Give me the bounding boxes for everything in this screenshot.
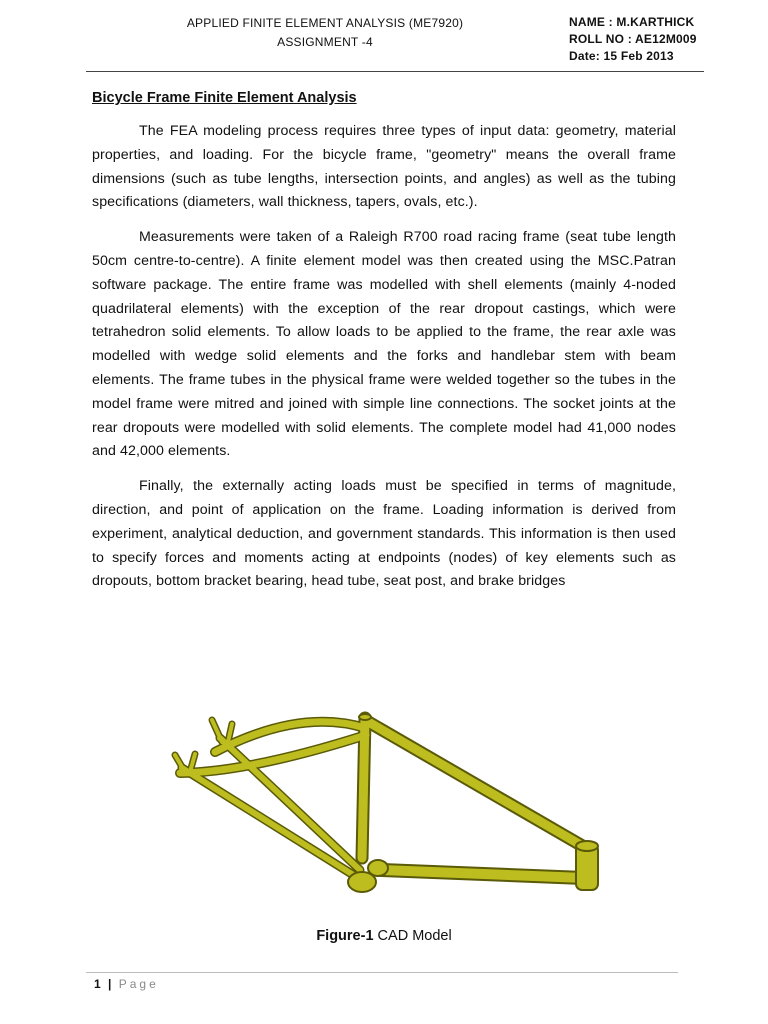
bottom-bracket-shell [368,860,388,876]
head-tube-top [576,841,598,851]
assignment-label: ASSIGNMENT -4 [277,35,373,49]
document-title: Bicycle Frame Finite Element Analysis [92,90,357,106]
paragraph-3: Finally, the externally acting loads must be specified in terms of magnitude, direction, and point of application on the frame. Loading information is derived from experiment, analytical deduction, and government standards. This information is then used to specify forces and moments acting at endpoints (nodes) of key elements such as dropouts, bottom bracket bearing, head tube, seat post, and brake bridges [92,478,676,590]
student-name: NAME : M.KARTHICK [569,15,695,29]
header-divider [86,71,704,72]
figure-caption-label: Figure-1 [316,928,374,944]
paragraph-1: The FEA modeling process requires three types of input data: geometry, material properties, and loading. For the bicycle frame, "geometry" means the overall frame dimensions (such as tube lengths, intersection points, and angles) as well as the tubing specifications (diameters, wall thickness, tapers, ovals, etc.). [92,123,676,211]
footer-separator: | [108,977,112,991]
paragraph-2: Measurements were taken of a Raleigh R700 road racing frame (seat tube length 50cm centre-to-centre). A finite element model was then created using the MSC.Patran software package. The entire frame was modelled with shell elements (mainly 4-noded quadrilateral elements) with the exception of the rear dropout castings, which were tetrahedron solid elements. To allow loads to be applied to the frame, the rear axle was modelled with wedge solid elements and the forks and handlebar stem with beam elements. The frame tubes in the physical frame were welded together so the tubes in the model frame were mitred and joined with simple line connections. The socket joints at the rear dropouts were modelled with solid elements. The complete model had 41,000 nodes and 42,000 elements. [92,229,676,460]
header-center [150,14,500,52]
page-word: Page [118,977,159,991]
figure-caption [0,928,768,944]
seat-tube-top [359,714,371,720]
header-student-info [569,14,759,65]
figure-caption-text: CAD Model [377,928,452,944]
roll-number: ROLL NO : AE12M009 [569,32,697,46]
footer-divider [86,972,678,973]
page-footer [94,977,159,991]
document-body [92,88,676,605]
submission-date: Date: 15 Feb 2013 [569,49,674,63]
bicycle-frame-cad-image [160,705,620,910]
course-title: APPLIED FINITE ELEMENT ANALYSIS (ME7920) [186,16,464,30]
page-number: 1 [94,977,102,991]
